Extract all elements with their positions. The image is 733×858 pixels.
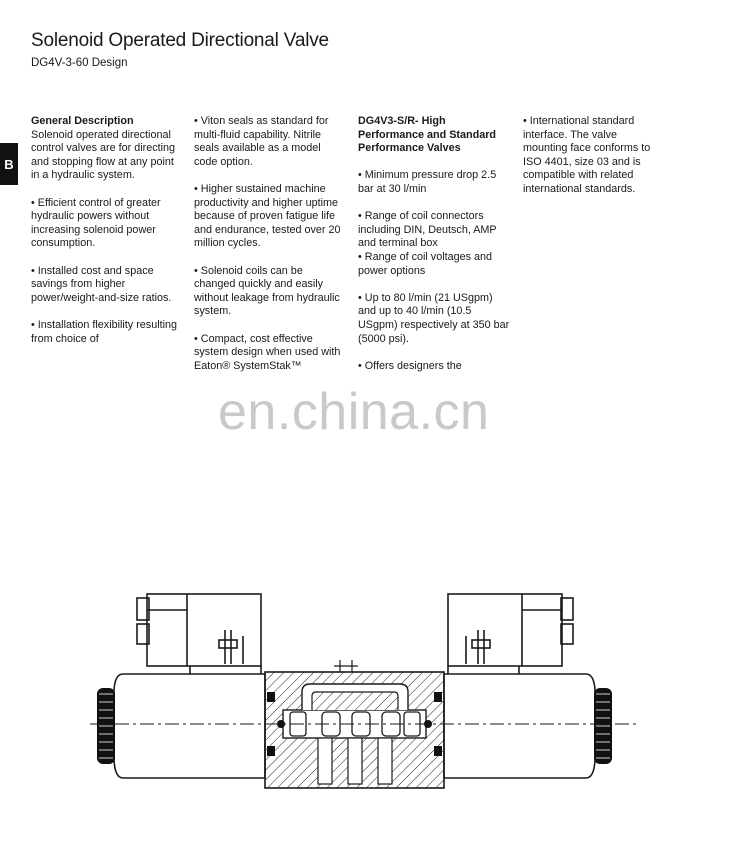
page-title: Solenoid Operated Directional Valve <box>31 30 329 51</box>
column-features <box>194 115 344 387</box>
right-solenoid <box>444 666 595 778</box>
page-subtitle: DG4V-3-60 Design <box>31 57 128 69</box>
column-general-description <box>31 115 181 360</box>
bullet-item: • Solenoid coils can be changed quickly and easily without leakage from hydraulic system. <box>194 264 340 318</box>
right-knurled-nut <box>594 688 612 764</box>
left-solenoid <box>114 666 265 778</box>
left-knurled-nut <box>97 688 115 764</box>
bullet-item: • Efficient control of greater hydraulic powers without increasing solenoid power consumption. <box>31 196 161 250</box>
column-standards <box>523 115 663 210</box>
section-heading: DG4V3-S/R- High Performance and Standard Performance Valves <box>358 115 496 155</box>
bullet-item: • Up to 80 l/min (21 USgpm) and up to 40 l/min (10.5 USgpm) respectively at 350 bar (5000 psi). <box>358 291 510 345</box>
bullet-item: • Installed cost and space savings from higher power/weight-and-size ratios. <box>31 264 172 304</box>
bullet-item: • International standard interface. The valve mounting face conforms to ISO 4401, size 03 and is compatible with related international standards. <box>523 115 651 195</box>
bullet-item: • Range of coil connectors including DIN, Deutsch, AMP and terminal box <box>358 210 497 250</box>
bullet-item: • Compact, cost effective system design when used with Eaton® SystemStak™ <box>194 332 341 372</box>
valve-cross-section-drawing <box>0 560 733 800</box>
section-heading: General Description <box>31 115 134 127</box>
left-screw <box>219 630 243 664</box>
watermark: en.china.cn <box>218 383 490 441</box>
paragraph: Solenoid operated directional control valves are for directing and stopping flow at any point in a hydraulic system. <box>31 128 176 182</box>
column-performance <box>358 115 512 387</box>
bullet-item: • Offers designers the <box>358 359 462 372</box>
bullet-item: • Minimum pressure drop 2.5 bar at 30 l/min <box>358 169 497 195</box>
bullet-item: • Installation flexibility resulting from choice of <box>31 318 178 345</box>
section-tab: B <box>0 143 18 185</box>
bullet-item: • Higher sustained machine productivity and higher uptime because of proven fatigue life and endurance, tested over 20 million cycles. <box>194 182 341 250</box>
bullet-item: • Viton seals as standard for multi-fluid capability. Nitrile seals available as a model code option. <box>194 115 329 168</box>
bullet-item: • Range of coil voltages and power options <box>358 250 493 277</box>
right-screw <box>466 630 490 664</box>
